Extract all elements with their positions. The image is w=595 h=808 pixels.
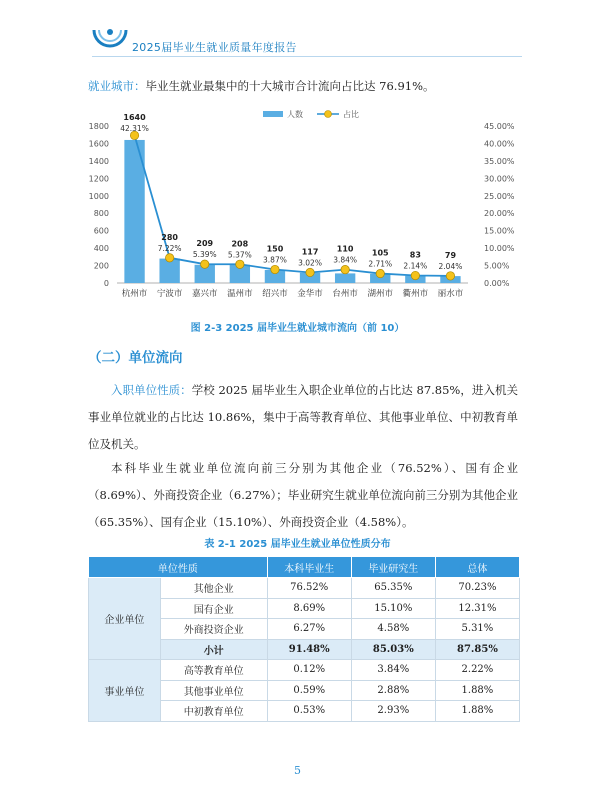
x-tick-label: 杭州市 bbox=[121, 289, 148, 299]
y-right-tick-label: 40.00% bbox=[484, 139, 515, 149]
table-cell: 0.59% bbox=[267, 680, 351, 701]
city-flow-chart-svg bbox=[80, 98, 530, 323]
x-tick-label: 宁波市 bbox=[156, 289, 183, 299]
table-caption: 表 2-1 2025 届毕业生就业单位性质分布 bbox=[204, 539, 391, 550]
table-header-cell: 单位性质 bbox=[89, 557, 268, 578]
page-number: 5 bbox=[294, 764, 301, 777]
ratio-marker bbox=[446, 272, 454, 280]
unit-nature-paragraph bbox=[88, 377, 518, 458]
bar-value-label: 280 bbox=[161, 232, 179, 242]
ratio-marker bbox=[201, 260, 209, 268]
ratio-value-label: 3.87% bbox=[263, 255, 287, 265]
x-tick-label: 台州市 bbox=[332, 289, 358, 299]
table-cell: 91.48% bbox=[267, 639, 351, 660]
unit-nature-table bbox=[88, 556, 520, 722]
ratio-marker bbox=[411, 271, 419, 279]
header-title: 2025届毕业生就业质量年度报告 bbox=[132, 41, 297, 54]
y-left-tick-label: 800 bbox=[93, 209, 109, 219]
ratio-marker bbox=[306, 268, 314, 276]
ratio-value-label: 2.14% bbox=[403, 261, 428, 271]
ratio-value-label: 5.39% bbox=[192, 250, 217, 260]
y-left-tick-label: 0 bbox=[103, 279, 109, 288]
y-left-tick-label: 600 bbox=[93, 226, 109, 236]
y-right-tick-label: 35.00% bbox=[484, 156, 515, 166]
table-header-cell: 总体 bbox=[435, 557, 519, 578]
legend-line-marker bbox=[325, 111, 332, 118]
table-cell: 65.35% bbox=[351, 578, 435, 599]
ratio-marker bbox=[165, 254, 173, 262]
table-cell: 8.69% bbox=[267, 598, 351, 619]
bar-value-label: 1640 bbox=[123, 112, 146, 122]
legend-line-label: 占比 bbox=[343, 110, 359, 119]
table-cell: 85.03% bbox=[351, 639, 435, 660]
unit-nature-text: 学校 2025 届毕业生入职企业单位的占比达 87.85%，进入机关事业单位就业的占比达 10.86%，集中于高等教育单位、其他事业单位、中初教育单位及机关。 bbox=[88, 383, 519, 451]
y-left-tick-label: 1600 bbox=[88, 139, 109, 149]
row-label: 高等教育单位 bbox=[160, 660, 267, 681]
table-cell: 4.58% bbox=[351, 619, 435, 640]
chart-bar bbox=[335, 273, 355, 283]
y-right-tick-label: 25.00% bbox=[484, 191, 515, 201]
table-cell: 87.85% bbox=[435, 639, 519, 660]
ratio-value-label: 2.71% bbox=[368, 259, 393, 269]
table-cell: 15.10% bbox=[351, 598, 435, 619]
y-right-tick-label: 10.00% bbox=[484, 244, 515, 254]
university-logo-icon bbox=[92, 26, 128, 54]
city-flow-chart bbox=[80, 98, 530, 323]
bar-value-label: 83 bbox=[409, 250, 421, 260]
ratio-value-label: 3.84% bbox=[333, 255, 358, 265]
y-right-tick-label: 30.00% bbox=[484, 174, 515, 184]
x-tick-label: 嘉兴市 bbox=[191, 289, 218, 299]
table-header-row bbox=[89, 557, 520, 578]
table-cell: 1.88% bbox=[435, 680, 519, 701]
intro-paragraph bbox=[88, 73, 518, 100]
ratio-marker bbox=[376, 269, 384, 277]
x-tick-label: 温州市 bbox=[227, 289, 253, 299]
header-divider bbox=[92, 56, 522, 57]
ratio-line bbox=[135, 135, 451, 275]
y-left-tick-label: 1000 bbox=[88, 191, 109, 201]
ratio-marker bbox=[236, 260, 244, 268]
y-right-tick-label: 0.00% bbox=[484, 279, 510, 288]
y-left-tick-label: 1800 bbox=[88, 122, 109, 131]
unit-nature-label: 入职单位性质： bbox=[111, 383, 192, 397]
table-cell: 2.22% bbox=[435, 660, 519, 681]
y-right-tick-label: 5.00% bbox=[484, 261, 510, 271]
bar-value-label: 79 bbox=[444, 250, 457, 260]
table-cell: 6.27% bbox=[267, 619, 351, 640]
ratio-value-label: 3.02% bbox=[298, 258, 322, 268]
bar-value-label: 209 bbox=[196, 239, 214, 249]
row-label: 国有企业 bbox=[160, 598, 267, 619]
bar-value-label: 150 bbox=[266, 244, 284, 254]
bar-value-label: 117 bbox=[301, 247, 319, 257]
legend-bar-swatch bbox=[263, 111, 283, 117]
y-right-tick-label: 45.00% bbox=[484, 122, 515, 131]
bar-value-label: 105 bbox=[371, 248, 389, 258]
ratio-value-label: 5.37% bbox=[227, 250, 252, 260]
page-header bbox=[0, 0, 595, 62]
section-title: （二）单位流向 bbox=[88, 350, 183, 366]
y-left-tick-label: 1400 bbox=[88, 156, 109, 166]
row-label: 外商投资企业 bbox=[160, 619, 267, 640]
ratio-value-label: 42.31% bbox=[120, 123, 149, 133]
table-cell: 76.52% bbox=[267, 578, 351, 599]
table-cell: 70.23% bbox=[435, 578, 519, 599]
table-header-cell: 本科毕业生 bbox=[267, 557, 351, 578]
bar-value-label: 110 bbox=[336, 244, 354, 254]
y-right-tick-label: 15.00% bbox=[484, 226, 515, 236]
table-cell: 12.31% bbox=[435, 598, 519, 619]
figure-caption: 图 2-3 2025 届毕业生就业城市流向（前 10） bbox=[190, 323, 405, 334]
ratio-value-label: 7.22% bbox=[157, 243, 182, 253]
ratio-marker bbox=[341, 265, 349, 273]
group-label: 企业单位 bbox=[89, 578, 161, 660]
bar-value-label: 208 bbox=[231, 239, 249, 249]
x-tick-label: 绍兴市 bbox=[262, 289, 288, 299]
intro-text: 毕业生就业最集中的十大城市合计流向占比达 76.91%。 bbox=[145, 79, 435, 93]
ratio-marker bbox=[271, 265, 279, 273]
x-tick-label: 金华市 bbox=[297, 289, 323, 299]
x-tick-label: 衢州市 bbox=[402, 289, 429, 299]
table-cell: 1.88% bbox=[435, 701, 519, 722]
y-right-tick-label: 20.00% bbox=[484, 209, 515, 219]
table-cell: 0.12% bbox=[267, 660, 351, 681]
table-cell: 2.93% bbox=[351, 701, 435, 722]
x-tick-label: 丽水市 bbox=[437, 289, 464, 299]
table-cell: 3.84% bbox=[351, 660, 435, 681]
ratio-value-label: 2.04% bbox=[438, 261, 463, 271]
top3-paragraph: 本科毕业生就业单位流向前三分别为其他企业（76.52%）、国有企业（8.69%）、外商投资企业（6.27%）；毕业研究生就业单位流向前三分别为其他企业（65.35%）、国有企业（15.10%）、外商投资企业（4.58%）。 bbox=[88, 461, 518, 529]
table-row bbox=[89, 578, 520, 599]
table-row bbox=[89, 660, 520, 681]
row-label: 其他事业单位 bbox=[160, 680, 267, 701]
y-left-tick-label: 400 bbox=[93, 244, 109, 254]
legend-bar-label: 人数 bbox=[287, 110, 303, 119]
y-left-tick-label: 1200 bbox=[88, 174, 109, 184]
row-label: 中初教育单位 bbox=[160, 701, 267, 722]
x-tick-label: 湖州市 bbox=[367, 289, 394, 299]
row-label: 小计 bbox=[160, 639, 267, 660]
table-header-cell: 毕业研究生 bbox=[351, 557, 435, 578]
row-label: 其他企业 bbox=[160, 578, 267, 599]
y-left-tick-label: 200 bbox=[93, 261, 109, 271]
group-label: 事业单位 bbox=[89, 660, 161, 722]
table-cell: 5.31% bbox=[435, 619, 519, 640]
intro-label: 就业城市： bbox=[88, 79, 146, 93]
table-cell: 2.88% bbox=[351, 680, 435, 701]
table-cell: 0.53% bbox=[267, 701, 351, 722]
